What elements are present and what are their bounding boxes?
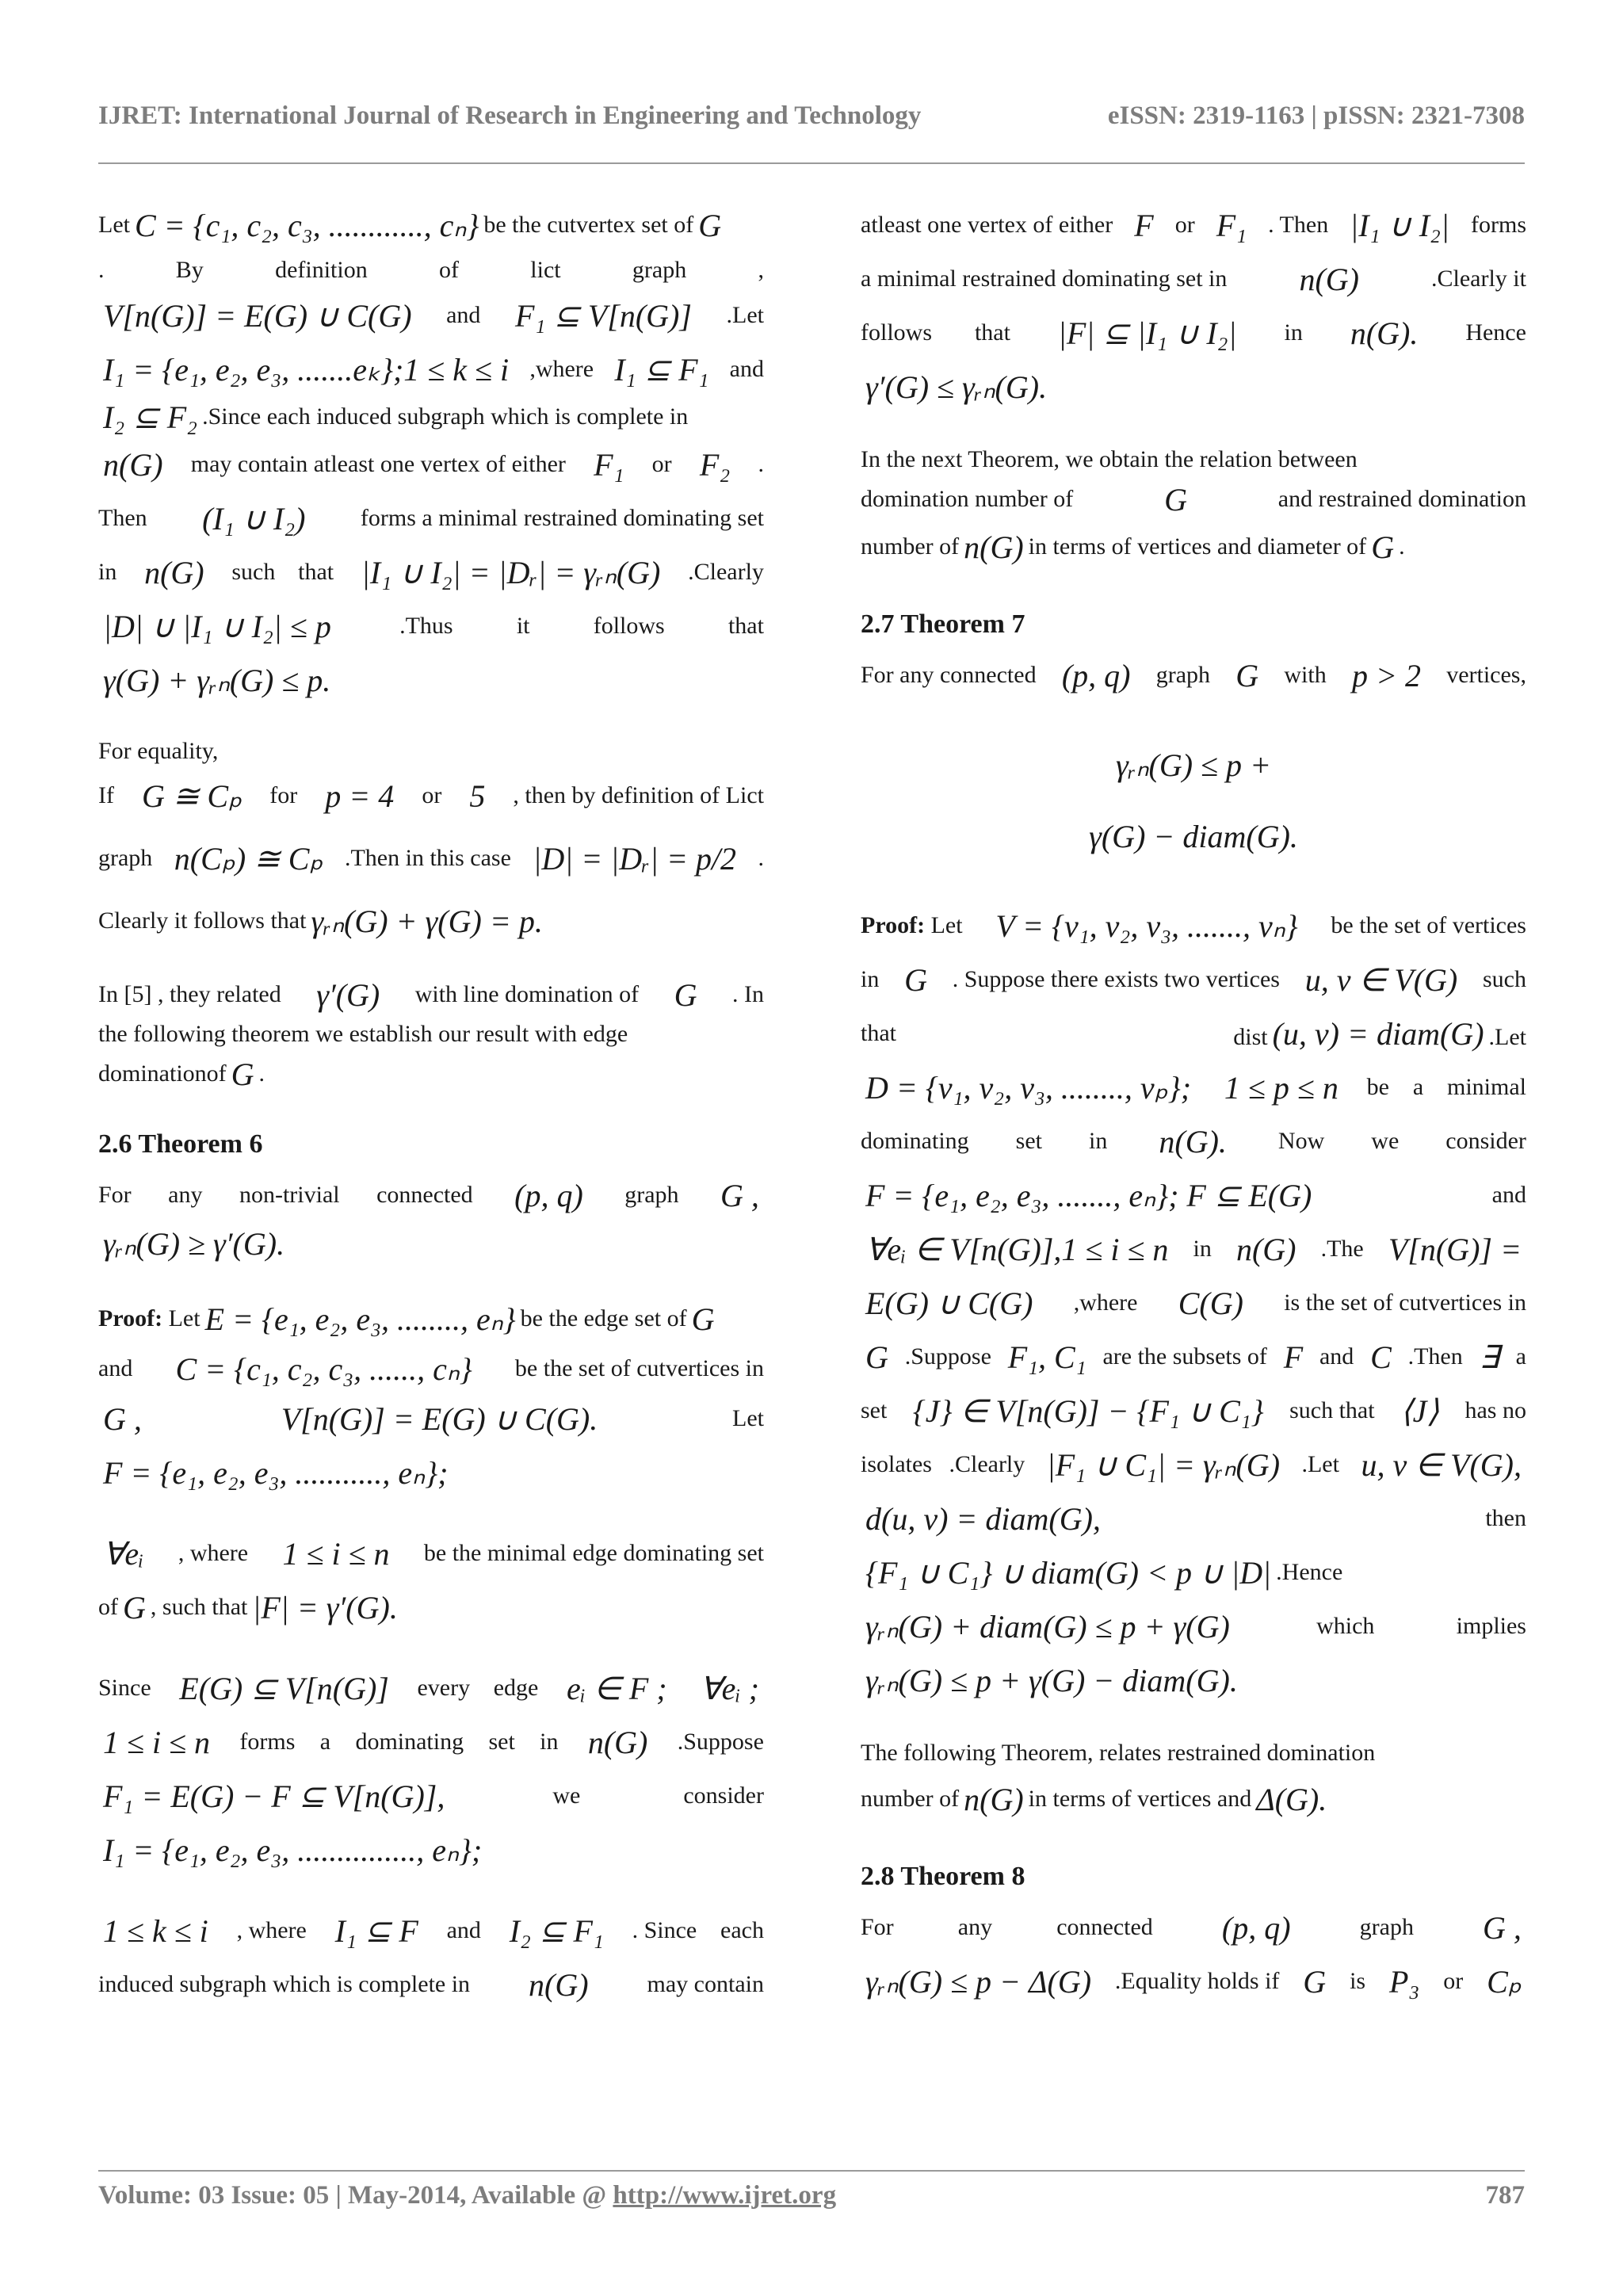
display-equation: γ(G) − diam(G). — [1089, 818, 1298, 854]
page-number: 787 — [1485, 2181, 1525, 2210]
journal-link[interactable]: http://www.ijret.org — [613, 2181, 837, 2210]
text-line: and C = {c₁, c₂, c₃, ......, cₙ} be the set of cutvertices in — [98, 1350, 764, 1387]
journal-title: IJRET: International Journal of Research in Engineering and Technology — [98, 101, 922, 130]
text-line: For equality, — [98, 738, 219, 764]
text-line: ∀eᵢ , where 1 ≤ i ≤ n be the minimal edge dominating set — [103, 1535, 764, 1572]
display-equation: γᵣₙ(G) ≤ p + — [1115, 747, 1271, 783]
text-line: graph n(Cₚ) ≅ Cₚ .Then in this case |D| = |Dᵣ| = p/2 . — [98, 840, 764, 877]
section-heading: 2.8 Theorem 8 — [861, 1862, 1025, 1891]
text-line: For any connected (p, q) graph G with p > 2 vertices, — [861, 657, 1526, 693]
text-line: F₁ = E(G) − F ⊆ V[n(G)], we consider — [103, 1778, 764, 1814]
section-heading: 2.6 Theorem 6 — [98, 1129, 263, 1159]
text-line: d(u, v) = diam(G), then — [865, 1500, 1526, 1537]
text-line: I₁ = {e₁, e₂, e₃, .......eₖ};1 ≤ k ≤ i ,where I₁ ⊆ F₁ and — [103, 351, 764, 388]
text-line: γᵣₙ(G) + diam(G) ≤ p + γ(G) which implies — [865, 1608, 1526, 1645]
text-line: the following theorem we establish our result with edge — [98, 1021, 628, 1047]
text-line: γᵣₙ(G) ≥ γ′(G). — [103, 1225, 285, 1262]
text-line: domination number of G and restrained domination — [861, 481, 1526, 518]
text-line: 1 ≤ i ≤ n forms a dominating set in n(G) .Suppose — [103, 1724, 764, 1760]
text-line: G .Suppose F₁, C₁ are the subsets of F and C .Then ∃ a — [865, 1339, 1526, 1375]
text-line: isolates .Clearly |F₁ ∪ C₁| = γᵣₙ(G) .Let u, v ∈ V(G), — [861, 1446, 1522, 1483]
text-line: a minimal restrained dominating set in n(G) .Clearly it — [861, 261, 1526, 297]
text-line: I₁ = {e₁, e₂, e₃, ..............., eₙ}; — [103, 1832, 483, 1868]
section-heading: 2.7 Theorem 7 — [861, 609, 1025, 639]
text-line: that dist (u, v) = diam(G) .Let — [861, 1015, 1526, 1052]
text-line: I₂ ⊆ F₂ .Since each induced subgraph which is complete in — [103, 399, 689, 435]
text-line: Since E(G) ⊆ V[n(G)] every edge eᵢ ∈ F ; ∀eᵢ ; — [98, 1670, 759, 1706]
running-header — [98, 95, 1525, 143]
text-line: V[n(G)] = E(G) ∪ C(G) and F₁ ⊆ V[n(G)] .Let — [103, 297, 764, 334]
text-line: γᵣₙ(G) ≤ p − Δ(G) .Equality holds if G is P₃ or Cₚ — [865, 1963, 1522, 2000]
text-line: E(G) ∪ C(G) ,where C(G) is the set of cutvertices in — [865, 1285, 1526, 1321]
text-line: |D| ∪ |I₁ ∪ I₂| ≤ p .Thus it follows that — [103, 608, 764, 644]
text-line: In the next Theorem, we obtain the relation between — [861, 446, 1358, 472]
text-line: G , V[n(G)] = E(G) ∪ C(G). Let — [103, 1400, 764, 1437]
text-line: atleast one vertex of either F or F₁ . Then |I₁ ∪ I₂| forms — [861, 207, 1526, 243]
text-line: γᵣₙ(G) ≤ p + γ(G) − diam(G). — [865, 1662, 1238, 1698]
text-line: set {J} ∈ V[n(G)] − {F₁ ∪ C₁} such that ⟨J⟩ has no — [861, 1392, 1526, 1429]
text-line: γ′(G) ≤ γᵣₙ(G). — [865, 369, 1048, 405]
text-line: Proof: Let V = {v₁, v₂, v₃, ......., vₙ} be the set of vertices — [861, 907, 1526, 944]
text-line: induced subgraph which is complete in n(G) may contain — [98, 1966, 764, 2003]
volume-info: Volume: 03 Issue: 05 | May-2014, Available @ http://www.ijret.org — [98, 2181, 837, 2210]
issn-info: eISSN: 2319-1163 | pISSN: 2321-7308 — [1107, 101, 1525, 130]
text-line: dominationof G . — [98, 1056, 265, 1092]
text-line: {F₁ ∪ C₁} ∪ diam(G) < p ∪ |D| .Hence — [865, 1554, 1343, 1591]
text-line: dominating set in n(G). Now we consider — [861, 1123, 1526, 1159]
text-line: F = {e₁, e₂, e₃, ..........., eₙ}; — [103, 1454, 449, 1491]
left-column — [98, 198, 764, 2011]
text-line: For any non-trivial connected (p, q) graph G , — [98, 1177, 759, 1213]
text-line: follows that |F| ⊆ |I₁ ∪ I₂| in n(G). Hence — [861, 315, 1526, 351]
text-line: The following Theorem, relates restrained domination — [861, 1740, 1376, 1766]
text-line: Let C = {c₁, c₂, c₃, ............, cₙ} be the cutvertex set of G — [98, 207, 722, 243]
right-column — [861, 198, 1526, 2008]
footer-rule — [98, 2170, 1525, 2172]
running-footer — [98, 2181, 1525, 2221]
text-line: in n(G) such that |I₁ ∪ I₂| = |Dᵣ| = γᵣₙ(G) .Clearly — [98, 554, 764, 590]
text-line: of G , such that |F| = γ′(G). — [98, 1589, 398, 1626]
text-line: ∀eᵢ ∈ V[n(G)],1 ≤ i ≤ n in n(G) .The V[n(G)] = — [865, 1231, 1522, 1267]
text-line: Proof: Let E = {e₁, e₂, e₃, ........, eₙ} be the edge set of G — [98, 1301, 715, 1337]
text-line: in G . Suppose there exists two vertices u, v ∈ V(G) such — [861, 961, 1526, 998]
text-line: Clearly it follows that γᵣₙ(G) + γ(G) = p. — [98, 903, 543, 939]
text-line: number of n(G) in terms of vertices and Δ(G). — [861, 1781, 1327, 1817]
text-line: number of n(G) in terms of vertices and diameter of G . — [861, 529, 1405, 565]
text-line: F = {e₁, e₂, e₃, ......., eₙ}; F ⊆ E(G) and — [865, 1177, 1526, 1213]
text-line: . By definition of lict graph , — [98, 257, 764, 283]
text-line: For any connected (p, q) graph G , — [861, 1909, 1522, 1946]
text-line: Then (I₁ ∪ I₂) forms a minimal restrained dominating set — [98, 500, 764, 537]
text-line: In [5] , they related γ′(G) with line domination of G . In — [98, 976, 764, 1013]
text-line: If G ≅ Cₚ for p = 4 or 5 , then by definition of Lict — [98, 777, 764, 814]
text-line: n(G) may contain atleast one vertex of either F₁ or F₂ . — [103, 446, 764, 483]
header-rule — [98, 162, 1525, 164]
text-line: 1 ≤ k ≤ i , where I₁ ⊆ F and I₂ ⊆ F₁ . Since each — [103, 1912, 764, 1949]
text-line: D = {v₁, v₂, v₃, ........, vₚ}; 1 ≤ p ≤ n be a minimal — [865, 1069, 1526, 1106]
text-line: γ(G) + γᵣₙ(G) ≤ p. — [103, 662, 331, 698]
